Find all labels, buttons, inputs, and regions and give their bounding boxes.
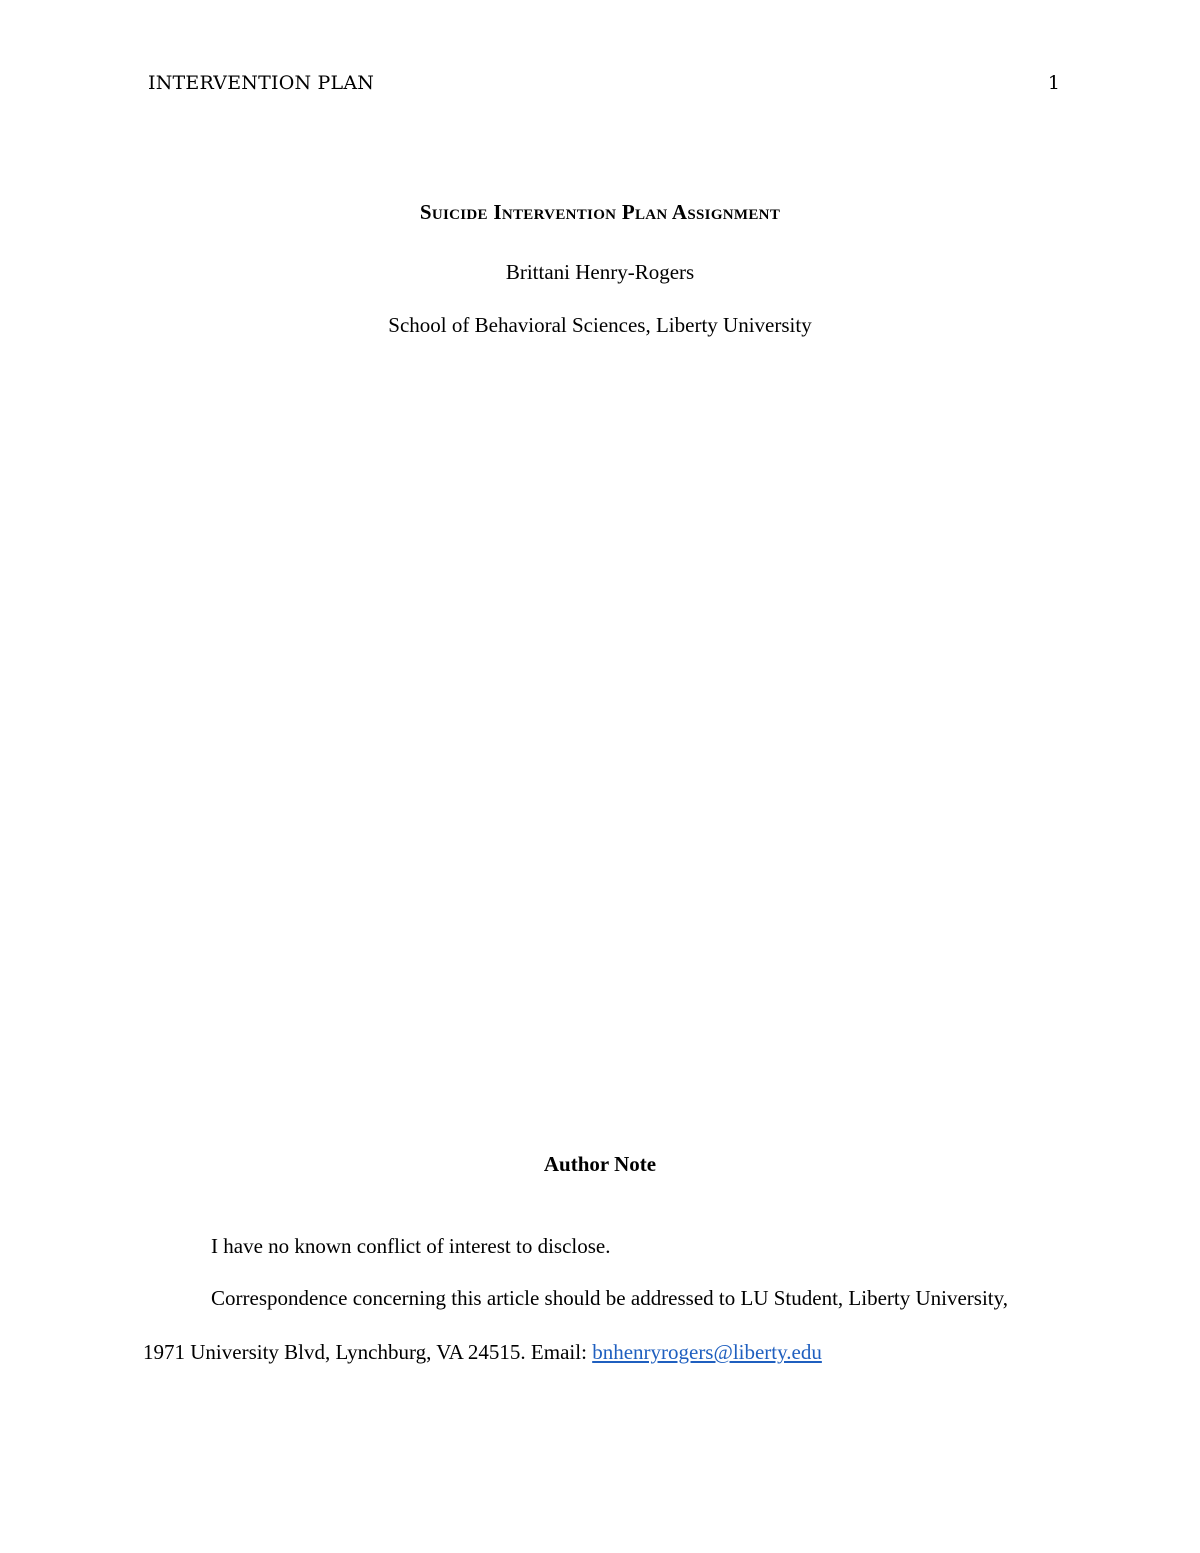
correspondence-paragraph [143, 1271, 1043, 1379]
author-note-heading: Author Note [543, 1152, 657, 1176]
email-link[interactable]: bnhenryrogers@liberty.edu [592, 1340, 822, 1364]
page-number: 1 [1047, 72, 1060, 94]
author-name: Brittani Henry-Rogers [505, 260, 695, 284]
correspondence-text: Correspondence concerning this article should be addressed to LU Student, Liberty University, 1971 University Blvd, Lynchburg, VA 24515. Email: [143, 1286, 1009, 1364]
paper-title: Suicide Intervention Plan Assignment [419, 200, 781, 224]
running-head: INTERVENTION PLAN [148, 72, 375, 94]
author-affiliation: School of Behavioral Sciences, Liberty University [388, 313, 812, 337]
conflict-of-interest-statement: I have no known conflict of interest to disclose. [211, 1234, 611, 1258]
